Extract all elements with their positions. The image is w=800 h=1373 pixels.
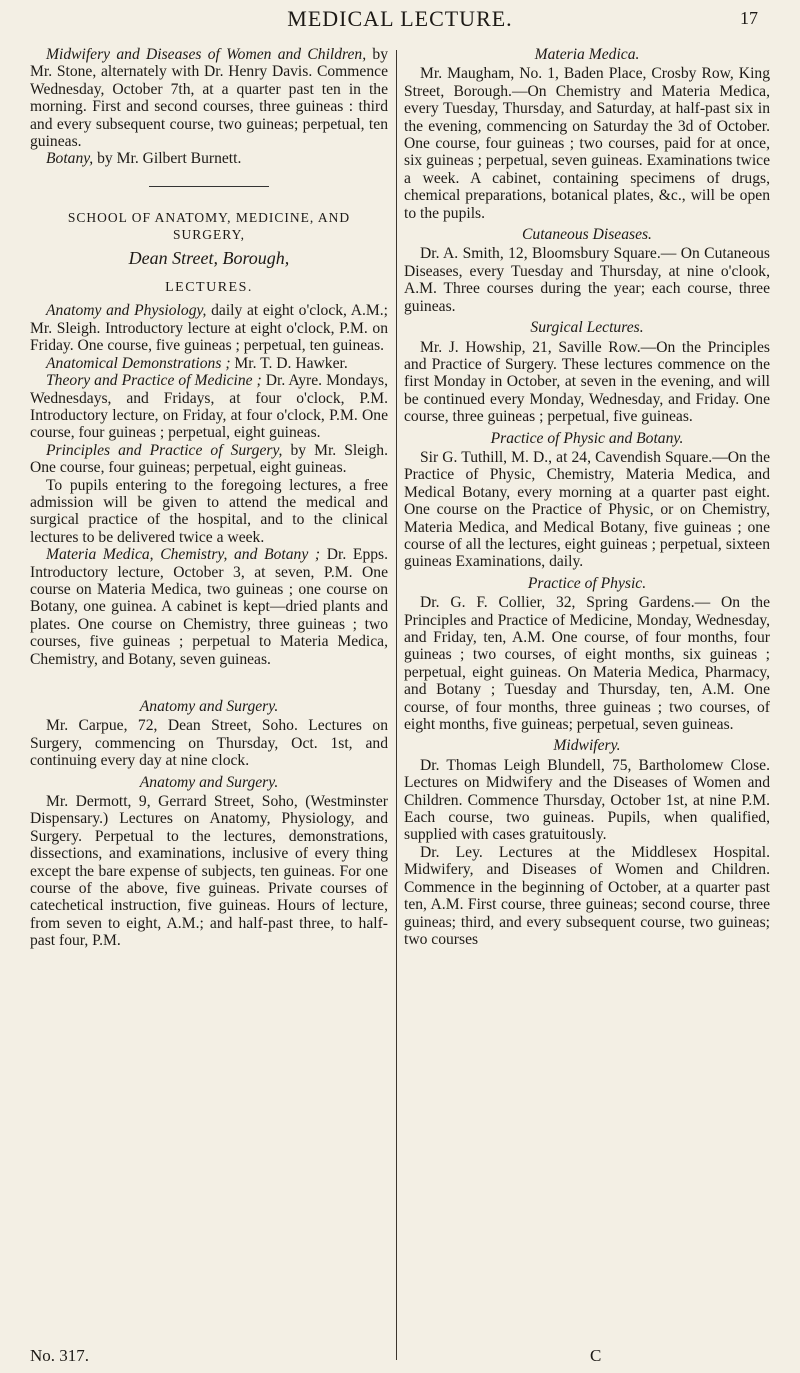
maugham-entry: Mr. Maugham, No. 1, Baden Place, Crosby Row, King Street, Borough.—On Chemistry and Materia Medica, every Tuesday, Thursday, and Saturday, at half-past six in the evening, commencing on Saturday the 3d of October. One course, four guineas ; two courses, paid for at once, six guineas ; perpetual, seven guineas. Examinations twice a week. A cabinet, containing specimens of drugs, chemical preparations, botanical plates, &c., will be open to the pupils. bbox=[404, 65, 770, 222]
school-address: Dean Street, Borough, bbox=[128, 247, 290, 268]
anatomical-demonstrations-entry bbox=[30, 355, 388, 372]
materia-epps-entry bbox=[30, 546, 388, 668]
section-heading: Cutaneous Diseases. bbox=[522, 226, 652, 244]
column-divider bbox=[396, 50, 397, 1360]
theory-medicine-entry bbox=[30, 372, 388, 442]
entry-heading: Anatomical Demonstrations ; bbox=[46, 354, 231, 372]
section-heading: Anatomy and Surgery. bbox=[139, 773, 279, 791]
running-title: MEDICAL LECTURE. bbox=[287, 6, 513, 31]
entry-heading: Principles and Practice of Surgery, bbox=[46, 441, 283, 459]
carpue-entry: Mr. Carpue, 72, Dean Street, Soho. Lectures on Surgery, commencing on Thursday, Oct. 1st, and continuing every day at nine clock. bbox=[30, 717, 388, 770]
howship-entry: Mr. J. Howship, 21, Saville Row.—On the Principles and Practice of Surgery. These lectures commence on the first Monday in October, at seven in the evening, and will be continued every Monday, Wednesday, and Friday. One course, three guineas ; perpetual, five guineas. bbox=[404, 338, 770, 426]
dermott-entry: Mr. Dermott, 9, Gerrard Street, Soho, (Westminster Dispensary.) Lectures on Anatomy, Physiology, and Surgery. Perpetual to the lectures, demonstrations, dissections, and examinations, inclusive of every thing except the bare expense of subjects, ten guineas. For one course of the above, five guineas. Private courses of catechetical instruction, five guineas. Hours of lecture, from seven to eight, A.M.; and half-past three, to half-past four, P.M. bbox=[30, 793, 388, 950]
right-column bbox=[404, 46, 770, 948]
entry-heading: Theory and Practice of Medicine ; bbox=[46, 372, 262, 390]
botany-entry bbox=[30, 150, 388, 167]
entry-body: by Mr. Sleigh. One course, four guineas; perpetual, eight guineas. bbox=[30, 441, 388, 477]
entry-heading: Materia Medica, Chemistry, and Botany ; bbox=[46, 546, 321, 564]
page-header bbox=[0, 6, 800, 46]
school-title: SCHOOL OF ANATOMY, MEDICINE, AND SURGERY, bbox=[67, 209, 351, 243]
left-column bbox=[30, 46, 388, 950]
section-heading: Surgical Lectures. bbox=[530, 319, 644, 337]
entry-body: daily at eight o'clock, A.M.; Mr. Sleigh. Introductory lecture at eight o'clock, P.M. on Friday. One course, five guineas ; perpetual, ten guineas. bbox=[30, 302, 388, 355]
surgery-entry bbox=[30, 442, 388, 477]
tuthill-entry: Sir G. Tuthill, M. D., at 24, Cavendish Square.—On the Practice of Physic, Chemistry, Materia Medica, and Medical Botany, every morning at a quarter past eight. One course on the Practice of Physic, or on Chemistry, Materia Medica, and Medical Botany, five guineas ; one course of all the lectures, eight guineas ; perpetual, sixteen guineas Examinations, daily. bbox=[404, 448, 770, 571]
entry-body: Dr. Ayre. Mondays, Wednesdays, and Fridays, at four o'clock, P.M. Introductory lecture, on Friday, at four o'clock, P.M. One course, four guineas ; perpetual, eight guineas. bbox=[30, 372, 389, 442]
entry-body: Dr. Epps. Introductory lecture, October 3, at seven, P.M. One course on Materia Medica, two guineas ; one course on Botany, one guinea. A cabinet is kept—dried plants and plates. One course on Chemistry, three guineas ; two courses, five guineas ; perpetual to Materia Medica, Chemistry, and Botany, seven guineas. bbox=[30, 546, 389, 668]
section-rule bbox=[149, 186, 269, 187]
section-heading: Materia Medica. bbox=[534, 46, 640, 63]
section-heading: Anatomy and Surgery. bbox=[139, 698, 279, 715]
issue-number: No. 317. bbox=[30, 1346, 90, 1365]
entry-body: Mr. T. D. Hawker. bbox=[234, 354, 348, 372]
entry-heading: Midwifery and Diseases of Women and Children, bbox=[46, 46, 367, 63]
pupils-paragraph: To pupils entering to the foregoing lectures, a free admission will be given to attend the medical and surgical practice of the hospital, and to the clinical lectures to be delivered twice a week. bbox=[30, 476, 388, 546]
blundell-entry: Dr. Thomas Leigh Blundell, 75, Bartholomew Close. Lectures on Midwifery and the Diseases of Women and Children. Commence Thursday, October 1st, at nine P.M. Each course, two guineas. Pupils, when qualified, supplied with cases gratuitously. bbox=[404, 756, 770, 844]
entry-heading: Anatomy and Physiology, bbox=[46, 302, 207, 320]
page-number: 17 bbox=[740, 8, 758, 28]
entry-body: by Mr. Gilbert Burnett. bbox=[97, 150, 242, 168]
section-heading: Midwifery. bbox=[553, 737, 621, 755]
midwifery-stone-entry bbox=[30, 46, 388, 150]
section-heading: Practice of Physic. bbox=[527, 574, 647, 592]
spacer bbox=[30, 668, 388, 694]
section-heading: Practice of Physic and Botany. bbox=[490, 429, 684, 447]
smith-entry: Dr. A. Smith, 12, Bloomsbury Square.— On Cutaneous Diseases, every Tuesday and Thursday, at nine o'clook, A.M. Three courses during the year; each course, three guineas. bbox=[404, 245, 770, 315]
ley-entry: Dr. Ley. Lectures at the Middlesex Hospital. Midwifery, and Diseases of Women and Children. Commence in the beginning of October, at a quarter past ten, A.M. First course, three guineas; second course, three guineas; third, and every subsequent course, two guineas; two courses bbox=[404, 843, 770, 948]
entry-heading: Botany, bbox=[46, 150, 94, 168]
anatomy-physiology-entry bbox=[30, 302, 388, 354]
signature-mark: C bbox=[590, 1346, 602, 1365]
lectures-label: LECTURES. bbox=[165, 280, 253, 296]
collier-entry: Dr. G. F. Collier, 32, Spring Gardens.— On the Principles and Practice of Medicine, Monday, Wednesday, and Friday, ten, A.M. One course, of four months, four guineas ; two courses, of eight months, six guineas ; perpetual, eight guineas. On Materia Medica, Pharmacy, and Botany ; Tuesday and Thursday, ten, A.M. One course, of four months, three guineas ; two courses, of eight months, five guineas; perpetual, seven guineas. bbox=[404, 594, 770, 734]
entry-body: by Mr. Stone, alternately with Dr. Henry Davis. Commence Wednesday, October 7th, at a quarter past ten in the morning. First and second courses, three guineas : third and every subsequent course, two guineas; perpetual, ten guineas. bbox=[30, 46, 388, 151]
